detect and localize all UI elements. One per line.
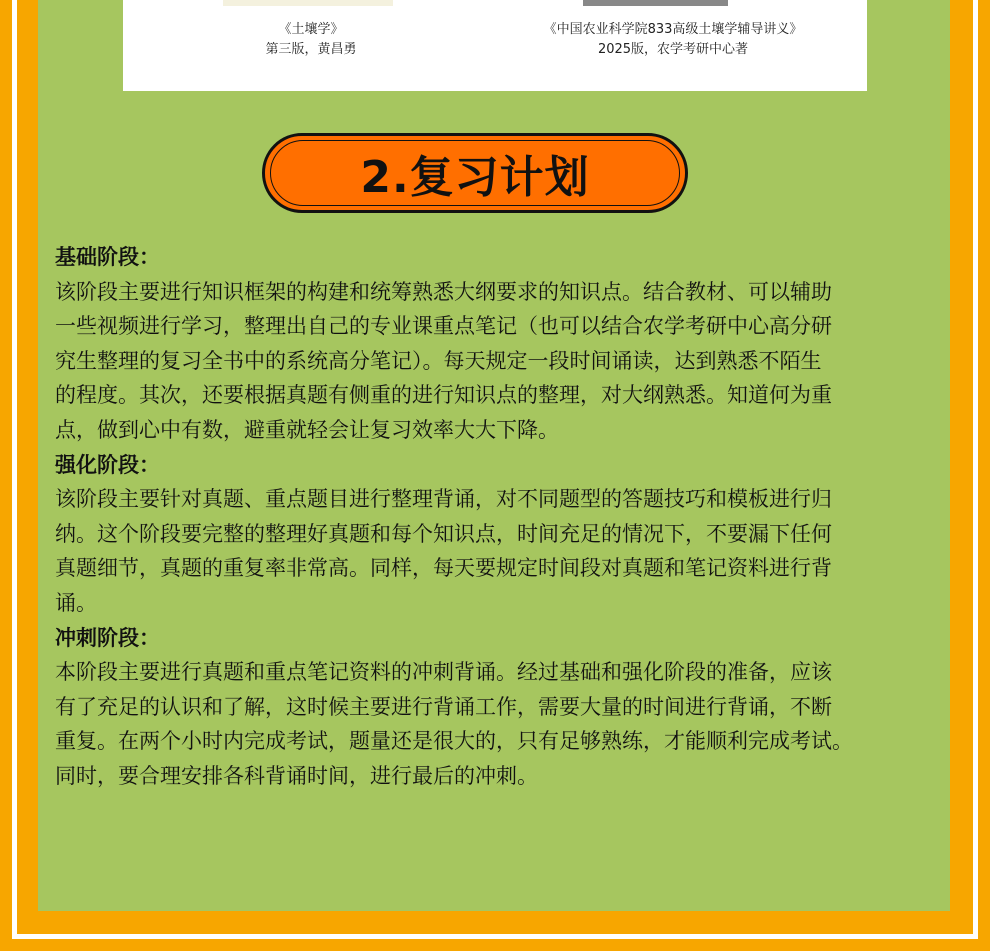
book-card (123, 0, 867, 91)
body-line: 一些视频进行学习，整理出自己的专业课重点笔记（也可以结合农学考研中心高分研 (55, 314, 832, 339)
stage-heading: 基础阶段： (55, 245, 160, 269)
book-cover-right (583, 0, 728, 6)
body-line: 同时，要合理安排各科背诵时间，进行最后的冲刺。 (55, 763, 538, 788)
body-line: 该阶段主要针对真题、重点题目进行整理背诵，对不同题型的答题技巧和模板进行归 (55, 487, 832, 512)
body-line: 真题细节，真题的重复率非常高。同样，每天要规定时间段对真题和笔记资料进行背 (55, 556, 832, 581)
body-line: 有了充足的认识和了解，这时候主要进行背诵工作，需要大量的时间进行背诵，不断 (55, 694, 832, 719)
body-line: 纳。这个阶段要完整的整理好真题和每个知识点，时间充足的情况下，不要漏下任何 (55, 521, 832, 546)
stage-heading: 强化阶段： (55, 452, 160, 477)
book-title-left: 《土壤学》 (278, 22, 344, 37)
stage-foundation (55, 240, 950, 448)
body-line: 该阶段主要进行知识框架的构建和统筹熟悉大纲要求的知识点。结合教材、可以辅助 (55, 279, 832, 304)
stage-heading: 冲刺阶段： (55, 625, 160, 650)
body-line: 究生整理的复习全书中的系统高分笔记）。每天规定一段时间诵读，达到熟悉不陌生 (55, 348, 822, 373)
book-caption-right (503, 20, 843, 60)
body-line: 重复。在两个小时内完成考试，题量还是很大的，只有足够熟练，才能顺利完成考试。 (55, 729, 853, 754)
review-plan-content (55, 240, 950, 794)
body-line: 诵。 (55, 590, 97, 615)
section-title: 2.复习计划 (360, 152, 590, 203)
stage-body (55, 482, 950, 620)
body-line: 点，做到心中有数，避重就轻会让复习效率大大下降。 (55, 417, 559, 442)
body-line: 的程度。其次，还要根据真题有侧重的进行知识点的整理，对大纲熟悉。知道何为重 (55, 383, 832, 408)
book-caption-left (221, 20, 401, 60)
body-line: 本阶段主要进行真题和重点笔记资料的冲刺背诵。经过基础和强化阶段的准备，应该 (55, 660, 832, 685)
book-title-right: 《中国农业科学院833高级土壤学辅导讲义》 (543, 22, 803, 37)
book-subtitle-right: 2025版，农学考研中心著 (597, 42, 749, 57)
stage-body (55, 275, 950, 448)
stage-body (55, 655, 950, 793)
section-title-banner (262, 133, 688, 213)
book-cover-left (223, 0, 393, 6)
stage-intensive (55, 448, 950, 621)
book-subtitle-left: 第三版，黄昌勇 (265, 42, 357, 57)
stage-sprint (55, 621, 950, 794)
